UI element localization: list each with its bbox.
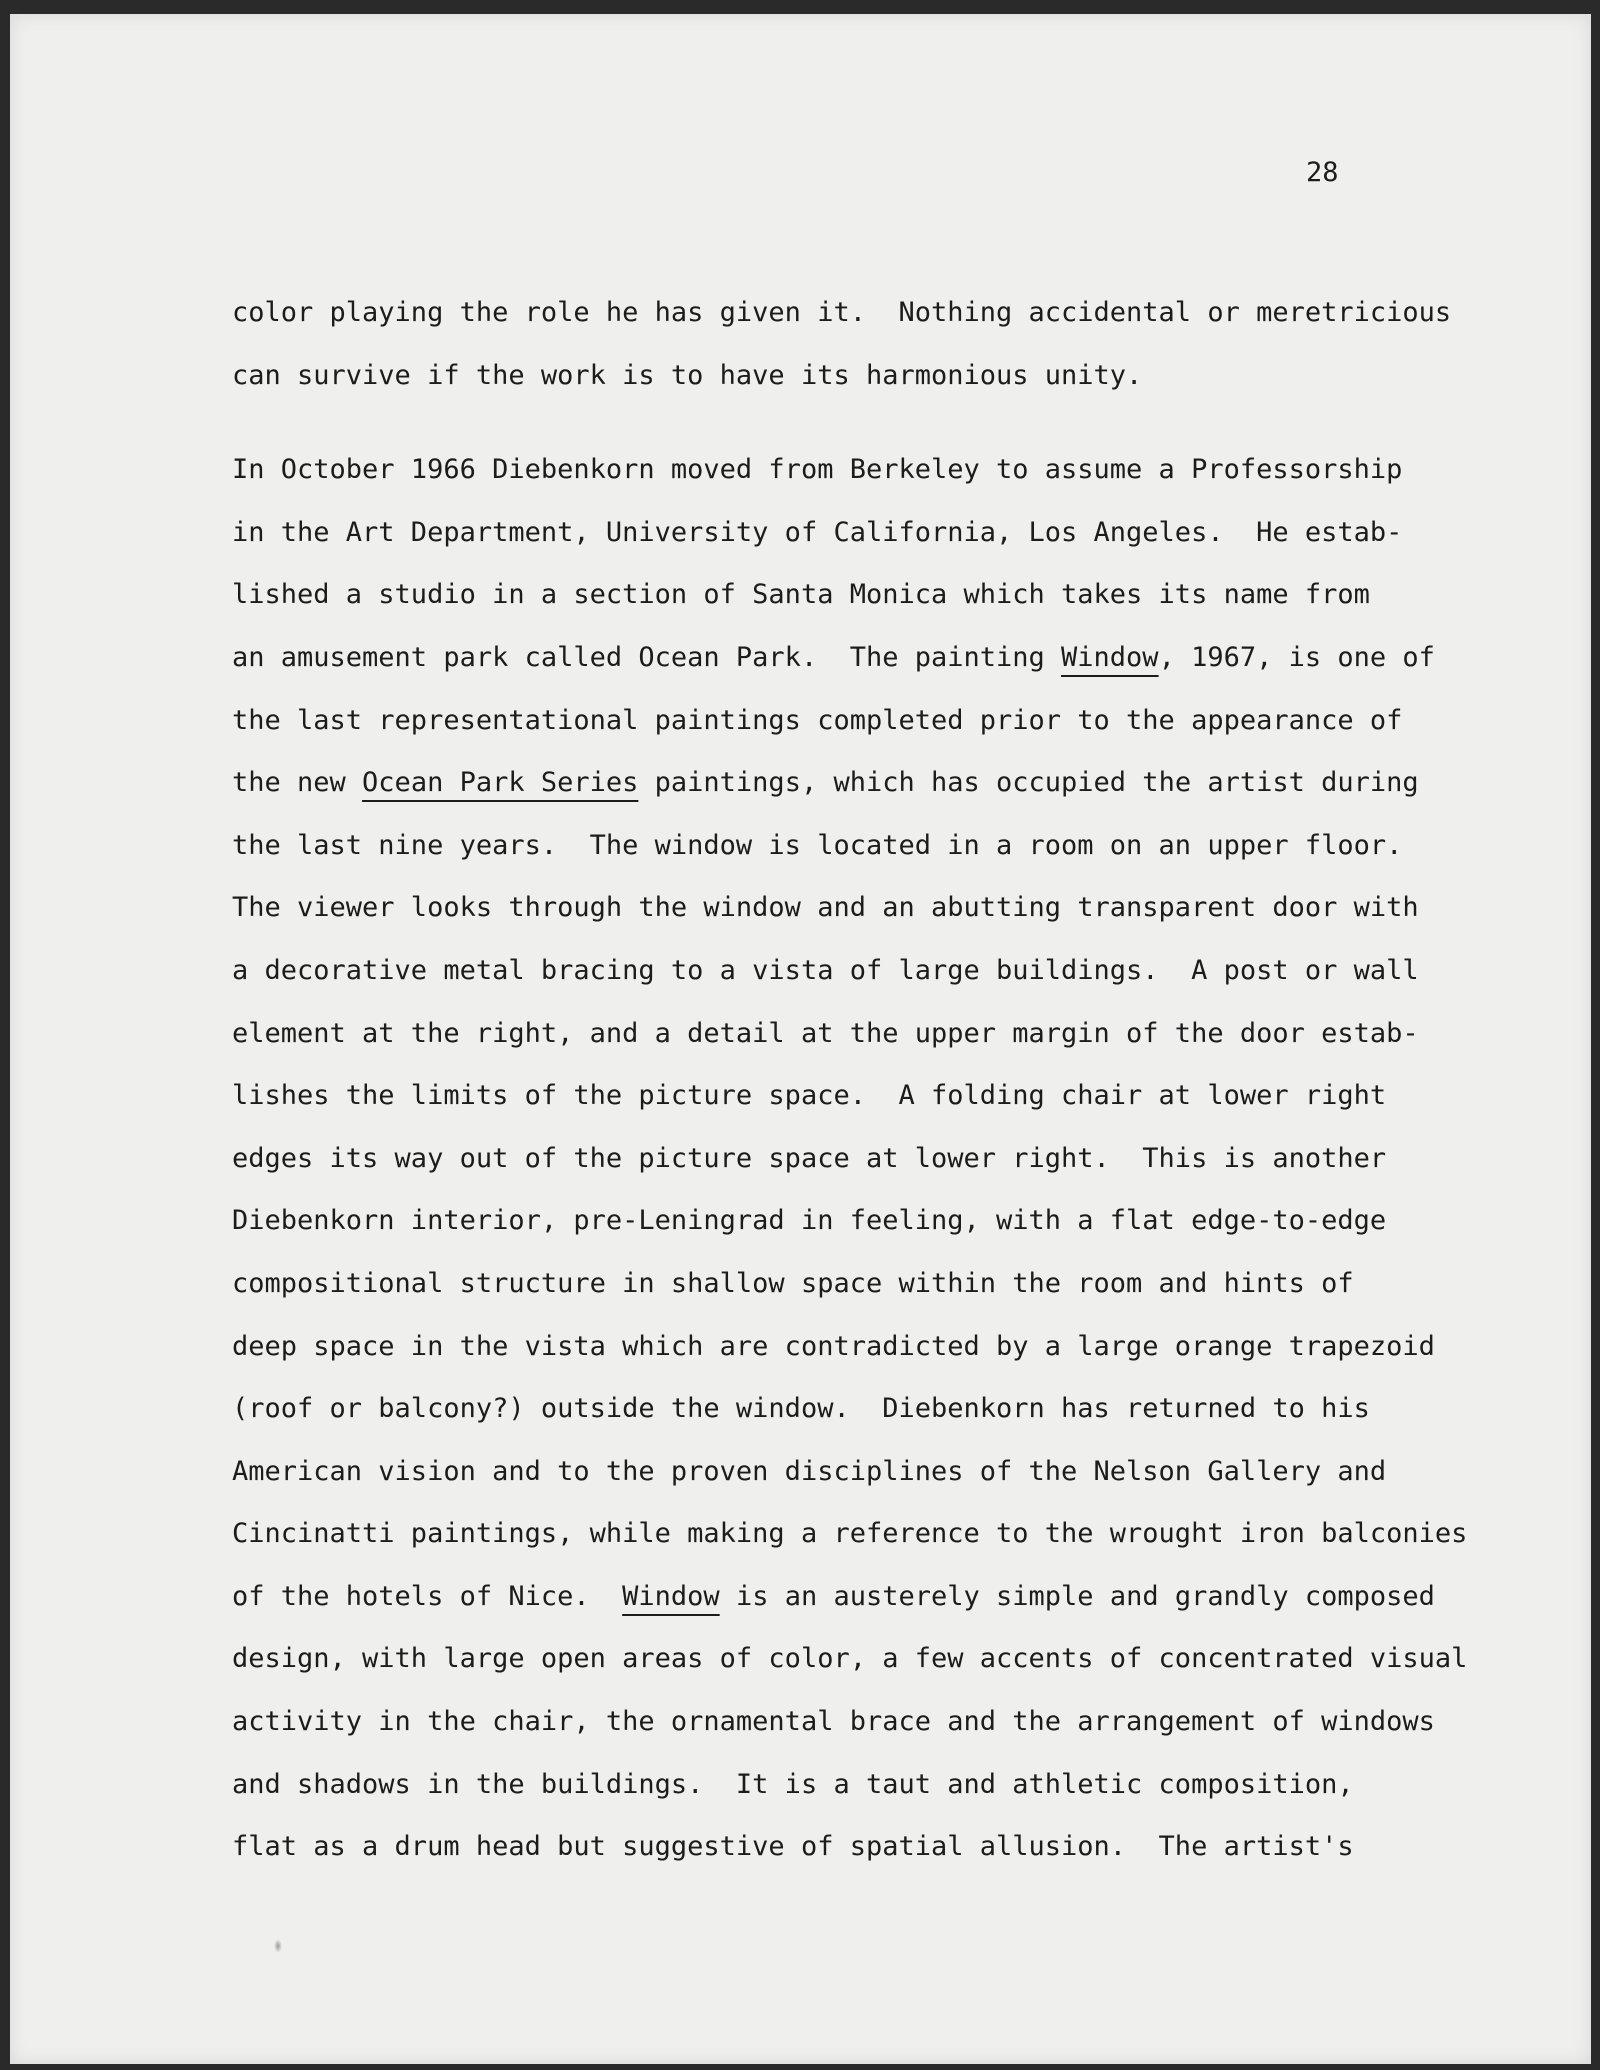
text-line: lishes the limits of the picture space. A folding chair at lower right xyxy=(232,1080,1387,1112)
document-page xyxy=(10,14,1591,2064)
text-segment: , 1967, is one of xyxy=(1158,641,1435,673)
text-line: design, with large open areas of color, a few accents of concentrated visual xyxy=(232,1643,1468,1675)
text-line: American vision and to the proven disciplines of the Nelson Gallery and xyxy=(232,1455,1387,1487)
text-line: the last representational paintings completed prior to the appearance of xyxy=(232,704,1403,736)
paragraph-1 xyxy=(232,282,1472,407)
text-segment: of the hotels of Nice. xyxy=(232,1580,623,1612)
text-line xyxy=(232,752,1472,815)
text-line: color playing the role he has given it. Nothing accidental or meretricious xyxy=(232,297,1452,328)
text-line xyxy=(232,627,1472,690)
page-number: 28 xyxy=(1306,157,1339,188)
artwork-title-window: Window xyxy=(1061,641,1159,673)
text-line: In October 1966 Diebenkorn moved from Berkeley to assume a Professorship xyxy=(232,454,1403,486)
text-line: flat as a drum head but suggestive of spatial allusion. The artist's xyxy=(232,1831,1354,1863)
artwork-title-ocean-park-series: Ocean Park Series xyxy=(362,767,639,799)
text-line: and shadows in the buildings. It is a taut and athletic composition, xyxy=(232,1768,1354,1800)
text-line: Cincinatti paintings, while making a reference to the wrought iron balconies xyxy=(232,1518,1468,1550)
text-line: The viewer looks through the window and an abutting transparent door with xyxy=(232,892,1419,924)
artwork-title-window: Window xyxy=(622,1580,720,1612)
text-segment: paintings, which has occupied the artist during xyxy=(638,767,1419,799)
text-segment: an amusement park called Ocean Park. The painting xyxy=(232,641,1062,673)
text-line: edges its way out of the picture space at lower right. This is another xyxy=(232,1142,1387,1174)
text-line: activity in the chair, the ornamental brace and the arrangement of windows xyxy=(232,1706,1435,1738)
body-text xyxy=(232,282,1472,1879)
text-line: element at the right, and a detail at the upper margin of the door estab- xyxy=(232,1017,1419,1049)
text-line: can survive if the work is to have its harmonious unity. xyxy=(232,359,1143,391)
text-line: the last nine years. The window is located in a room on an upper floor. xyxy=(232,829,1403,861)
paper-blemish xyxy=(274,1939,282,1953)
text-line: compositional structure in shallow space within the room and hints of xyxy=(232,1267,1354,1299)
paragraph-2 xyxy=(232,439,1472,1879)
text-line: deep space in the vista which are contradicted by a large orange trapezoid xyxy=(232,1330,1435,1362)
text-line: in the Art Department, University of California, Los Angeles. He estab- xyxy=(232,516,1403,548)
text-line: Diebenkorn interior, pre-Leningrad in feeling, with a flat edge-to-edge xyxy=(232,1205,1387,1237)
text-segment: is an austerely simple and grandly composed xyxy=(719,1580,1435,1612)
text-line: lished a studio in a section of Santa Monica which takes its name from xyxy=(232,579,1370,611)
text-line xyxy=(232,1566,1472,1629)
text-segment: the new xyxy=(232,767,363,799)
text-line: (roof or balcony?) outside the window. Diebenkorn has returned to his xyxy=(232,1393,1370,1425)
text-line: a decorative metal bracing to a vista of large buildings. A post or wall xyxy=(232,954,1419,986)
